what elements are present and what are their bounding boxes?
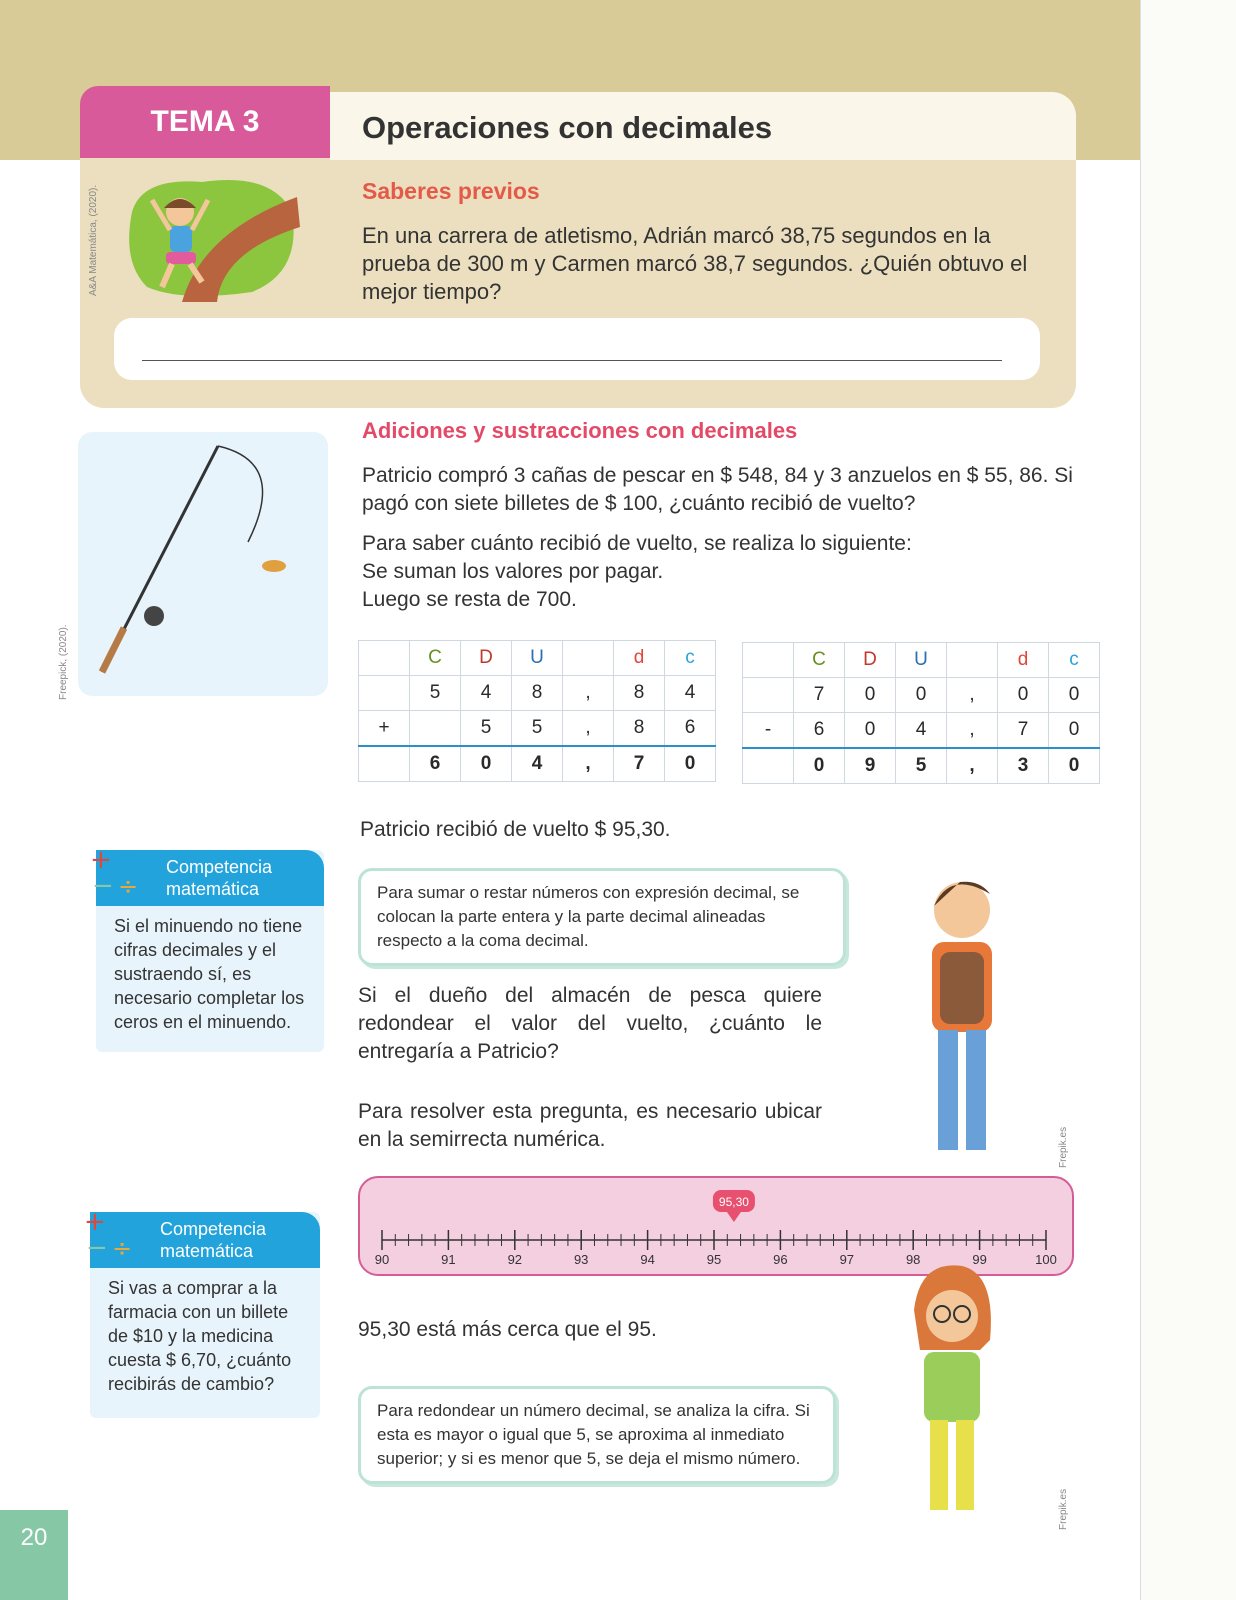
svg-text:+: + — [84, 1207, 106, 1237]
table-cell: 9 — [845, 748, 896, 784]
table-cell: 7 — [998, 713, 1049, 749]
table-cell: 5 — [512, 711, 563, 747]
svg-text:×: × — [118, 846, 139, 874]
table-cell: 0 — [794, 748, 845, 784]
image-credit: A&A Matemática, (2020). — [88, 184, 99, 296]
table-cell: , — [947, 678, 998, 713]
svg-text:+: + — [90, 845, 112, 875]
table-row — [359, 676, 716, 711]
result-row — [743, 748, 1100, 784]
table-header-cell: d — [614, 641, 665, 676]
table-row — [743, 678, 1100, 713]
table-cell: , — [563, 711, 614, 747]
rule-note: Para redondear un número decimal, se analiza la cifra. Si esta es mayor o igual que 5, se aproxima al inmediato superior; y si es menor que 5, se deja el mismo número. — [358, 1386, 836, 1484]
table-header-cell: C — [410, 641, 461, 676]
table-cell: 5 — [461, 711, 512, 747]
table-cell: 8 — [512, 676, 563, 711]
tick-label: 95 — [706, 1252, 722, 1267]
table-cell: 4 — [461, 676, 512, 711]
tema-label: TEMA 3 — [80, 86, 330, 158]
procedure-line: Para saber cuánto recibió de vuelto, se realiza lo siguiente: — [362, 532, 912, 555]
table-cell: 5 — [410, 676, 461, 711]
table-cell: 0 — [1049, 748, 1100, 784]
table-cell: 0 — [1049, 713, 1100, 749]
tick-label: 98 — [905, 1252, 921, 1267]
page-number: 20 — [0, 1510, 68, 1600]
competencia-box — [84, 1207, 320, 1418]
table-cell: 0 — [998, 678, 1049, 713]
result-row — [359, 746, 716, 782]
page-edge — [1140, 0, 1236, 1600]
table-header-cell: d — [998, 643, 1049, 678]
table-header-cell: U — [896, 643, 947, 678]
table-cell — [410, 711, 461, 747]
competencia-title-line: Competencia — [166, 857, 273, 877]
tick-label: 90 — [374, 1252, 390, 1267]
tick-label: 96 — [773, 1252, 788, 1267]
table-header-cell: D — [461, 641, 512, 676]
tick-label: 99 — [972, 1252, 987, 1267]
competencia-title-line: Competencia — [160, 1219, 267, 1239]
girl-illustration — [900, 1260, 1000, 1535]
fishing-rod-illustration-box — [78, 432, 328, 696]
fishing-rod-icon — [78, 432, 328, 696]
table-cell — [359, 676, 410, 711]
table-row — [743, 713, 1100, 749]
problem-text: Patricio compró 3 cañas de pescar en $ 548, 84 y 3 anzuelos en $ 55, 86. Si pagó con siete billetes de $ 100, ¿cuánto recibió de vuelto? — [362, 464, 1073, 515]
answer-field[interactable] — [114, 318, 1040, 380]
competencia-text: Si vas a comprar a la farmacia con un billete de $10 y la medicina cuesta $ 6,70, ¿cuánto recibirás de cambio? — [108, 1278, 292, 1394]
svg-text:−: − — [86, 1233, 108, 1262]
tick-label: 91 — [441, 1252, 456, 1267]
table-cell: 0 — [896, 678, 947, 713]
procedure-line: Se suman los valores por pagar. — [362, 560, 664, 583]
tick-label: 93 — [573, 1252, 589, 1267]
table-cell: 0 — [845, 678, 896, 713]
table-cell: 6 — [410, 746, 461, 782]
running-girl-illustration — [122, 172, 302, 302]
table-cell — [743, 643, 794, 678]
table-cell: , — [563, 676, 614, 711]
section-title: Adiciones y sustracciones con decimales — [362, 418, 798, 443]
image-credit: Freepick, (2020). — [58, 624, 69, 700]
competencia-title-line: matemática — [160, 1241, 254, 1261]
table-cell: 0 — [1049, 678, 1100, 713]
table-cell: 5 — [896, 748, 947, 784]
table-cell: 0 — [665, 746, 716, 782]
table-cell: 8 — [614, 676, 665, 711]
subtraction-table — [742, 642, 1100, 784]
addition-table — [358, 640, 716, 782]
tick-label: 97 — [839, 1252, 855, 1267]
table-cell — [563, 641, 614, 676]
table-header-cell: D — [845, 643, 896, 678]
tick-label: 94 — [640, 1252, 655, 1267]
table-header-row — [359, 641, 716, 676]
procedure-line: Luego se resta de 700. — [362, 588, 577, 611]
table-cell: 7 — [614, 746, 665, 782]
svg-text:×: × — [112, 1208, 133, 1236]
table-header-cell: c — [1049, 643, 1100, 678]
instruction-text: Para resolver esta pregunta, es necesario ubicar en la semirrecta numérica. — [358, 1100, 822, 1151]
table-cell: 0 — [845, 713, 896, 749]
math-operations-icon — [80, 1206, 142, 1262]
table-cell: - — [743, 713, 794, 749]
svg-text:÷: ÷ — [118, 872, 139, 900]
table-cell — [743, 678, 794, 713]
conclusion-text: 95,30 está más cerca que el 95. — [358, 1318, 657, 1341]
table-cell: , — [947, 748, 998, 784]
table-cell: 4 — [896, 713, 947, 749]
image-credit: Frepik.es — [1058, 1488, 1069, 1530]
competencia-title-line: matemática — [166, 879, 260, 899]
table-row — [359, 711, 716, 747]
value-marker — [713, 1190, 755, 1222]
table-cell: 4 — [512, 746, 563, 782]
rule-note: Para sumar o restar números con expresión decimal, se colocan la parte entera y la parte decimal alineadas respecto a la coma decimal. — [358, 868, 846, 966]
table-cell: , — [563, 746, 614, 782]
procedure-text — [362, 530, 1082, 614]
boy-illustration — [910, 870, 1010, 1170]
math-operations-icon — [86, 844, 148, 900]
answer-line — [142, 360, 1002, 361]
tick-label: 100 — [1035, 1252, 1057, 1267]
svg-text:−: − — [92, 871, 114, 900]
table-cell — [947, 643, 998, 678]
table-cell: , — [947, 713, 998, 749]
svg-text:÷: ÷ — [112, 1234, 133, 1262]
table-cell: 4 — [665, 676, 716, 711]
table-cell: 7 — [794, 678, 845, 713]
table-cell: 0 — [461, 746, 512, 782]
question-text: Si el dueño del almacén de pesca quiere redondear el valor del vuelto, ¿cuánto le entregaría a Patricio? — [358, 984, 822, 1063]
table-cell: 6 — [794, 713, 845, 749]
table-cell — [359, 746, 410, 782]
competencia-text: Si el minuendo no tiene cifras decimales y el sustraendo sí, es necesario completar los ceros en el minuendo. — [114, 916, 305, 1032]
competencia-box — [90, 845, 324, 1052]
table-header-cell: C — [794, 643, 845, 678]
page-title: Operaciones con decimales — [362, 110, 773, 145]
result-text: Patricio recibió de vuelto $ 95,30. — [360, 818, 671, 841]
table-cell: 8 — [614, 711, 665, 747]
table-header-cell: c — [665, 641, 716, 676]
table-cell — [359, 641, 410, 676]
table-header-row — [743, 643, 1100, 678]
saberes-question: En una carrera de atletismo, Adrián marcó 38,75 segundos en la prueba de 300 m y Carmen marcó 38,7 segundos. ¿Quién obtuvo el mejor tiempo? — [362, 223, 1028, 304]
image-credit: Frepik.es — [1058, 1126, 1069, 1168]
table-cell — [743, 748, 794, 784]
table-header-cell: U — [512, 641, 563, 676]
table-cell: 3 — [998, 748, 1049, 784]
tick-label: 92 — [507, 1252, 523, 1267]
table-cell: + — [359, 711, 410, 747]
marker-label: 95,30 — [718, 1195, 749, 1209]
saberes-title: Saberes previos — [362, 178, 540, 204]
table-cell: 6 — [665, 711, 716, 747]
